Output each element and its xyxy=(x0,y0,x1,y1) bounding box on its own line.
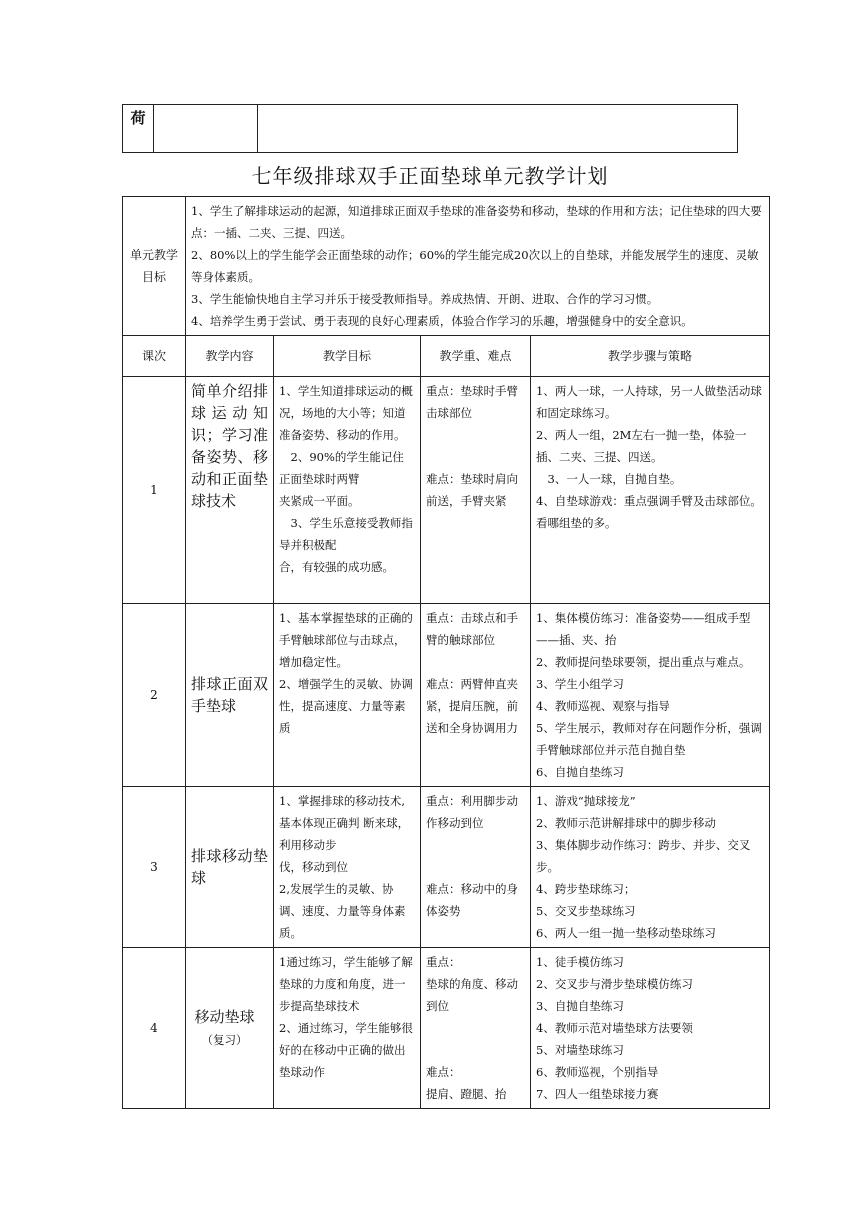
lesson-content: 排球移动垫球 xyxy=(186,787,274,948)
objective-item: 4、培养学生勇于尝试、勇于表现的良好心理素质，体验合作学习的乐趣，增强健身中的安全意识。 xyxy=(191,314,693,328)
lesson-content: 移动垫球 xyxy=(194,1007,255,1026)
goal-line: 3、学生乐意接受教师指导并积极配 xyxy=(279,516,413,552)
difficulty-point: 难点：移动中的身体姿势 xyxy=(426,882,518,918)
lesson-key-points xyxy=(421,948,531,1109)
lesson-row xyxy=(123,948,770,1109)
key-point: 重点：垫球时手臂击球部位 xyxy=(426,384,518,420)
header-row xyxy=(123,336,770,377)
key-point: 重点： 垫球的角度、移动到位 xyxy=(426,955,518,1013)
goal-line: 2、90%的学生能记住正面垫球时两臂 xyxy=(279,450,404,486)
step-line: 5、对墙垫球练习 xyxy=(536,1043,624,1057)
step-line: 5、学生展示，教师对存在问题作分析，强调手臂触球部位并示范自抛自垫 xyxy=(536,721,762,757)
goal-line: 1通过练习，学生能够了解垫球的力度和角度，进一步提高垫球技术 xyxy=(279,955,413,1013)
lesson-number: 1 xyxy=(123,377,186,604)
fragment-cell-2 xyxy=(153,105,258,152)
lesson-key-points xyxy=(421,377,531,604)
goal-line: 2、增强学生的灵敏、协调性，提高速度、力量等素质 xyxy=(279,677,413,735)
goal-line: 1、掌握排球的移动技术,基本体现正确判 断来球，利用移动步 xyxy=(279,794,410,852)
step-line: 2、教师示范讲解排球中的脚步移动 xyxy=(536,816,716,830)
step-line: 2、交叉步与滑步垫球模仿练习 xyxy=(536,977,693,991)
lesson-steps xyxy=(531,787,770,948)
step-line: 7、四人一组垫球接力赛 xyxy=(536,1087,659,1101)
lesson-content: 简单介绍排球运动知识；学习准备姿势、移动和正面垫球技术 xyxy=(186,377,274,604)
lesson-key-points xyxy=(421,604,531,787)
lesson-goals xyxy=(274,604,421,787)
difficulty-point: 难点：垫球时肩向前送，手臂夹紧 xyxy=(426,472,518,508)
goal-line: 伐，移动到位 xyxy=(279,860,348,874)
lesson-row xyxy=(123,604,770,787)
previous-table-fragment xyxy=(122,104,738,153)
lesson-row xyxy=(123,787,770,948)
lesson-number: 2 xyxy=(123,604,186,787)
objective-item: 3、学生能愉快地自主学习并乐于接受教师指导。养成热情、开朗、进取、合作的学习习惯。 xyxy=(191,292,659,306)
step-line: 6、自抛自垫练习 xyxy=(536,765,624,779)
lesson-content-sub: （复习） xyxy=(201,1032,248,1047)
goal-line: 合，有较强的成功感。 xyxy=(279,560,394,574)
header-key-points: 教学重、难点 xyxy=(421,336,531,377)
lesson-goals xyxy=(274,377,421,604)
lesson-number: 3 xyxy=(123,787,186,948)
lesson-row xyxy=(123,377,770,604)
step-line: 3、集体脚步动作练习：跨步、并步、交叉步。 xyxy=(536,838,751,874)
fragment-cell-1: 荷 xyxy=(123,105,154,152)
lesson-number: 4 xyxy=(123,948,186,1109)
header-lesson: 课次 xyxy=(123,336,186,377)
goal-line: 夹紧成一平面。 xyxy=(279,494,360,508)
goal-line: 2,发展学生的灵敏、协调、速度、力量等身体素质。 xyxy=(279,882,406,940)
key-point: 重点：击球点和手臂的触球部位 xyxy=(426,611,518,647)
difficulty-point: 难点： 提肩、蹬腿、抬 xyxy=(426,1065,507,1101)
objectives-row xyxy=(123,197,770,336)
step-line: 3、学生小组学习 xyxy=(536,677,624,691)
lesson-goals xyxy=(274,787,421,948)
step-line: 3、自抛自垫练习 xyxy=(536,999,624,1013)
objective-item: 2、80%以上的学生能学会正面垫球的动作；60%的学生能完成20次以上的自垫球，并能发展学生的速度、灵敏等身体素质。 xyxy=(191,248,759,284)
step-line: 4、教师巡视、观察与指导 xyxy=(536,699,670,713)
step-line: 5、交叉步垫球练习 xyxy=(536,904,636,918)
step-line: 1、两人一球，一人持球，另一人做垫活动球和固定球练习。 xyxy=(536,384,762,420)
objective-item: 1、学生了解排球运动的起源，知道排球正面双手垫球的准备姿势和移动，垫球的作用和方法；记住垫球的四大要点：一插、二夹、三提、四送。 xyxy=(191,204,762,240)
objectives-label: 单元教学目标 xyxy=(123,197,186,336)
header-steps: 教学步骤与策略 xyxy=(531,336,770,377)
step-line: 2、教师提问垫球要领，提出重点与难点。 xyxy=(536,655,751,669)
goal-line: 1、基本掌握垫球的正确的手臂触球部位与击球点，增加稳定性。 xyxy=(279,611,413,669)
step-line: 6、两人一组一抛一垫移动垫球练习 xyxy=(536,926,716,940)
step-line: 4、自垫球游戏：重点强调手臂及击球部位。看哪组垫的多。 xyxy=(536,494,762,530)
page-title: 七年级排球双手正面垫球单元教学计划 xyxy=(251,164,609,188)
step-line: 6、教师巡视，个别指导 xyxy=(536,1065,659,1079)
lesson-steps xyxy=(531,948,770,1109)
lesson-content-cell xyxy=(186,948,274,1109)
goal-line: 2、通过练习，学生能够很好的在移动中正确的做出垫球动作 xyxy=(279,1021,413,1079)
step-line: 3、一人一球，自抛自垫。 xyxy=(536,472,682,486)
step-line: 2、两人一组，2M左右一抛一垫，体验一插、二夹、三提、四送。 xyxy=(536,428,747,464)
step-line: 1、集体模仿练习：准备姿势——组成手型——插、夹、抬 xyxy=(536,611,751,647)
header-goals: 教学目标 xyxy=(274,336,421,377)
teaching-plan-table xyxy=(122,196,770,1109)
lesson-content: 排球正面双手垫球 xyxy=(186,604,274,787)
step-line: 1、游戏“抛球接龙” xyxy=(536,794,636,808)
key-point: 重点：利用脚步动作移动到位 xyxy=(426,794,518,830)
difficulty-point: 难点：两臂伸直夹紧，提肩压腕，前送和全身协调用力 xyxy=(426,677,518,735)
goal-line: 1、学生知道排球运动的概况，场地的大小等；知道准备姿势、移动的作用。 xyxy=(279,384,413,442)
step-line: 4、教师示范对墙垫球方法要领 xyxy=(536,1021,693,1035)
lesson-steps xyxy=(531,604,770,787)
step-line: 4、跨步垫球练习； xyxy=(536,882,636,896)
step-line: 1、徒手模仿练习 xyxy=(536,955,624,969)
header-content: 教学内容 xyxy=(186,336,274,377)
lesson-goals xyxy=(274,948,421,1109)
lesson-key-points xyxy=(421,787,531,948)
objectives-text xyxy=(186,197,770,336)
lesson-steps xyxy=(531,377,770,604)
